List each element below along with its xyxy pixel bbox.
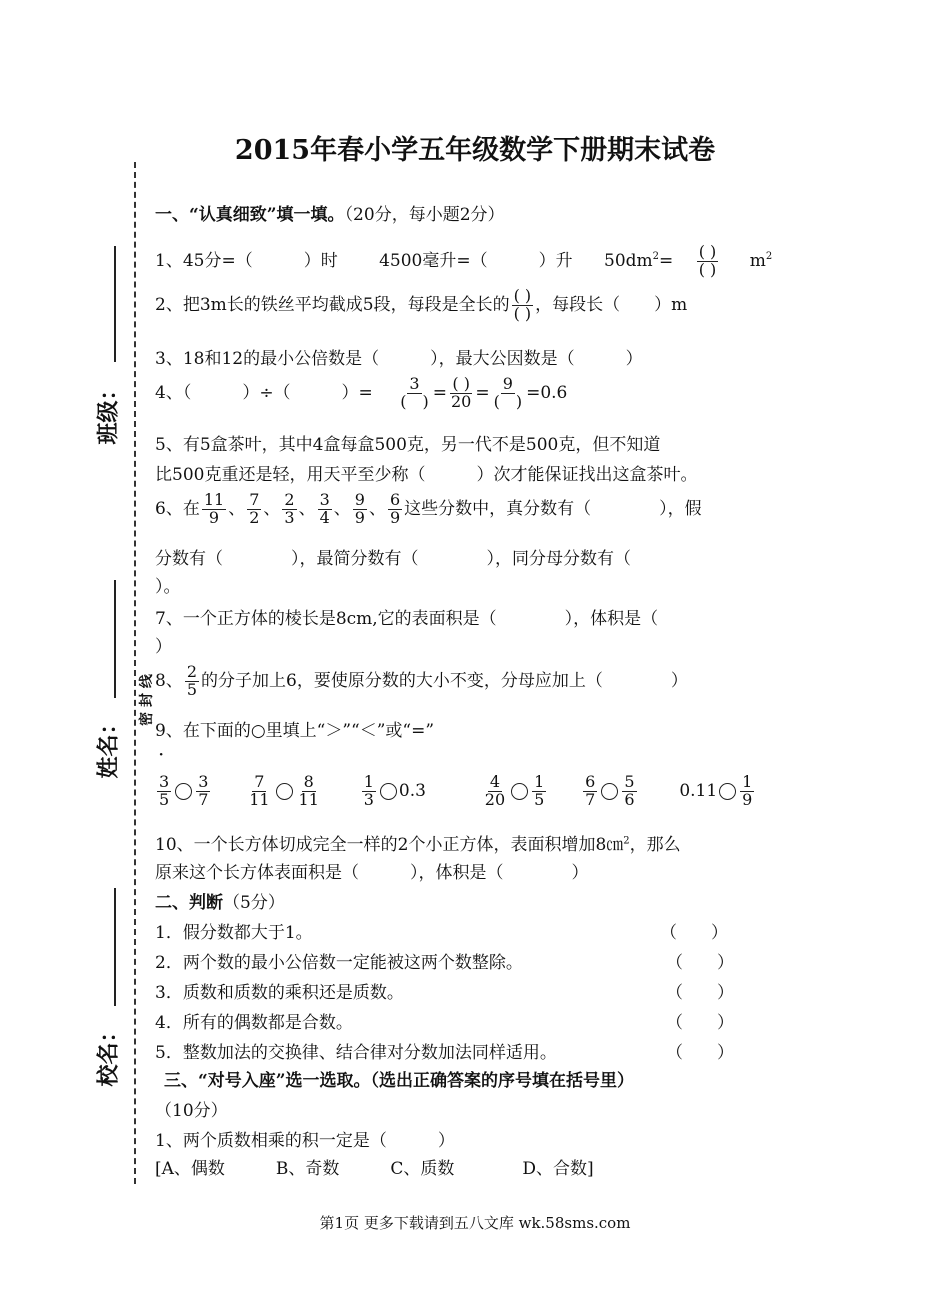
q6-frac-den: 9: [389, 507, 401, 527]
q1-part-c: 50dm: [604, 250, 653, 271]
q6-frac-den: 4: [319, 507, 330, 527]
q9-circle-3[interactable]: [380, 783, 397, 800]
q6-line2: 分数有（ ），最简分数有（ ），同分母分数有（: [155, 549, 631, 569]
q1-line: [155, 244, 772, 279]
judge-paren-3[interactable]: （ ）: [666, 983, 734, 1003]
seal-cut-line: [134, 162, 136, 1184]
q2-frac-num: ( ): [513, 286, 532, 305]
q6-frac-den: 9: [354, 507, 365, 527]
q9-d-num: 8: [303, 772, 314, 791]
q9-d-den: 11: [298, 789, 319, 809]
q9-j-den: 6: [624, 789, 635, 809]
q8-frac-num: 2: [186, 662, 198, 681]
q9-i-num: 6: [585, 772, 596, 791]
choice-q1-options: [A、偶数 B、奇数 C、质数 D、合数]: [155, 1159, 594, 1179]
q6-fraction: [282, 492, 296, 527]
judge-item-4: 4．所有的偶数都是合数。: [155, 1013, 353, 1033]
q9-i-den: 7: [585, 789, 596, 809]
class-underline: [114, 246, 116, 362]
q9-frac-d: [297, 774, 321, 809]
q9-frac-a: [157, 774, 171, 809]
school-underline: [114, 888, 116, 1006]
q9-comparisons: [155, 774, 756, 809]
class-label: 班级：: [95, 378, 122, 445]
q9-frac-e: [362, 774, 376, 809]
q5-line1: 5、有5盒茶叶，其中4盒每盒500克，另一代不是500克，但不知道: [155, 435, 661, 455]
section2-note: （5分）: [223, 893, 285, 913]
q6-tail: 这些分数中，真分数有（ ），假: [404, 498, 702, 519]
q1-fraction: [697, 244, 719, 279]
q9-a-num: 3: [159, 772, 170, 791]
q6-separator: 、: [368, 498, 386, 519]
q9-text: 9、在下面的○里填上“＞”“＜”或“=”: [155, 721, 435, 741]
q6-fraction: [247, 492, 261, 527]
judge-item-3: 3．质数和质数的乘积还是质数。: [155, 983, 404, 1003]
q9-h-num: 1: [534, 772, 545, 791]
q6-frac-num: 3: [319, 490, 330, 509]
q9-a-den: 5: [159, 789, 170, 809]
q9-dot: ·: [158, 742, 165, 766]
q6-frac-den: 9: [208, 507, 220, 527]
q9-frac-j: [622, 774, 636, 809]
q6-separator: 、: [333, 498, 351, 519]
section2-header: [155, 888, 285, 913]
judge-paren-2[interactable]: （ ）: [666, 953, 734, 973]
q1-exp: 2: [652, 251, 660, 263]
q8-fraction: [185, 664, 199, 699]
q4-frac1-den: ( ): [400, 391, 429, 411]
q7-line1: 7、一个正方体的棱长是8cm,它的表面积是（ ），体积是（: [155, 609, 659, 629]
q6-frac-num: 11: [203, 490, 225, 509]
q8-tail: 的分子加上6，要使原分数的大小不变，分母应加上（ ）: [201, 670, 688, 691]
q6-frac-num: 7: [249, 490, 260, 509]
q4-frac1-num: 3: [409, 374, 420, 393]
judge-item-1: 1．假分数都大于1。: [155, 923, 313, 943]
q9-frac-c: [247, 774, 271, 809]
seal-text: 密 封 线: [138, 674, 155, 726]
q6-line3: ）。: [155, 577, 181, 597]
q6-frac-den: 2: [249, 507, 260, 527]
q8-prefix: 8、: [155, 670, 183, 691]
q6-frac-num: 6: [389, 490, 401, 509]
section2-title: 二、判断: [155, 893, 223, 913]
q5-line2: 比500克重还是轻，用天平至少称（ ）次才能保证找出这盒茶叶。: [155, 465, 698, 485]
q4-frac2-num: ( ): [452, 374, 470, 393]
q6-fraction: [353, 492, 367, 527]
judge-paren-5[interactable]: （ ）: [666, 1043, 734, 1063]
name-label: 姓名：: [95, 712, 122, 779]
q10-tail: ，那么: [629, 835, 681, 855]
q6-separator: 、: [298, 498, 316, 519]
q10-text: 10、一个长方体切成完全一样的2个小正方体，表面积增加8㎝: [155, 835, 624, 855]
q1-frac-num: ( ): [698, 242, 717, 261]
q10-line1: [155, 830, 681, 855]
section3-title: 三、“对号入座”选一选取。（选出正确答案的序号填在括号里）: [164, 1071, 635, 1091]
q6-fraction: [318, 492, 332, 527]
q3-text: 3、18和12的最小公倍数是（ ），最大公因数是（ ）: [155, 349, 643, 369]
q9-frac-i: [583, 774, 597, 809]
q6-frac-num: 9: [354, 490, 365, 509]
section3-note: （10分）: [155, 1101, 228, 1121]
q4-frac3-num: 9: [502, 374, 513, 393]
q9-e-num: 1: [363, 772, 374, 791]
q9-e-den: 3: [363, 789, 374, 809]
q4-tail: =0.6: [526, 382, 568, 403]
q9-l-num: 1: [742, 772, 753, 791]
choice-q1: 1、两个质数相乘的积一定是（ ）: [155, 1131, 455, 1151]
q6-separator: 、: [263, 498, 281, 519]
q6-prefix: 6、在: [155, 498, 200, 519]
q6-fractions: [200, 490, 404, 527]
q9-l-den: 9: [742, 789, 753, 809]
q9-g-den: 20: [484, 789, 506, 809]
school-label: 校名：: [95, 1020, 122, 1087]
q4-eq2: =: [475, 382, 490, 403]
q6-frac-den: 3: [284, 507, 295, 527]
name-underline: [114, 580, 116, 698]
section1-header: [155, 200, 505, 225]
judge-paren-1[interactable]: （ ）: [660, 923, 728, 943]
q1-unit-exp: 2: [765, 251, 773, 263]
q8-frac-den: 5: [186, 679, 198, 699]
q4-frac1: [398, 376, 431, 411]
q4-frac3: [492, 376, 525, 411]
q9-circle-5[interactable]: [601, 783, 618, 800]
q9-circle-6[interactable]: [719, 783, 736, 800]
page-footer: 第1页 更多下载请到五八文库 wk.58sms.com: [319, 1214, 631, 1232]
q2-text: 2、把3m长的铁丝平均截成5段，每段是全长的: [155, 294, 510, 315]
q1-frac-den: ( ): [698, 259, 717, 279]
q9-b-den: 7: [198, 789, 209, 809]
q2-frac-den: ( ): [513, 303, 532, 323]
q9-b-num: 3: [198, 772, 209, 791]
q9-g-num: 4: [489, 772, 501, 791]
q1-unit: m: [749, 250, 766, 271]
q10-line2: 原来这个长方体表面积是（ ），体积是（ ）: [155, 863, 589, 883]
q4-frac2-den: 20: [450, 391, 472, 411]
q2-tail: ，每段长（ ）m: [535, 294, 688, 315]
q9-h-den: 5: [534, 789, 545, 809]
q6-frac-num: 2: [284, 490, 295, 509]
page-title: 2015年春小学五年级数学下册期末试卷: [234, 135, 716, 166]
q1-part-a: 1、45分=（ ）时: [155, 250, 338, 271]
q9-circle-4[interactable]: [511, 783, 528, 800]
q4-frac3-den: ( ): [493, 391, 523, 411]
judge-item-2: 2．两个数的最小公倍数一定能被这两个数整除。: [155, 953, 523, 973]
q6-line1: [155, 492, 702, 527]
q9-j-num: 5: [624, 772, 635, 791]
q6-fraction: [202, 492, 226, 527]
q4-line: [155, 376, 567, 411]
q4-text: 4、（ ）÷（ ）=: [155, 382, 373, 403]
q8-line: [155, 664, 688, 699]
q2-fraction: [512, 288, 534, 323]
section1-title: 一、“认真细致”填一填。: [155, 205, 345, 225]
q4-eq1: =: [432, 382, 447, 403]
q9-k-value: 0.11: [679, 780, 718, 801]
judge-item-5: 5．整数加法的交换律、结合律对分数加法同样适用。: [155, 1043, 557, 1063]
q1-eq: =: [659, 250, 674, 271]
q9-frac-l: [740, 774, 754, 809]
q6-separator: 、: [228, 498, 246, 519]
q7-line2: ）: [155, 637, 172, 657]
q9-circle-2[interactable]: [276, 783, 293, 800]
q9-frac-b: [196, 774, 210, 809]
q9-frac-g: [483, 774, 507, 809]
q9-f-value: 0.3: [398, 780, 426, 801]
q1-part-b: 4500毫升=（ ）升: [379, 250, 573, 271]
q9-circle-1[interactable]: [175, 783, 192, 800]
q4-frac2: [449, 376, 473, 411]
q6-fraction: [388, 492, 402, 527]
q2-line: [155, 288, 687, 323]
q9-c-num: 7: [254, 772, 265, 791]
section1-note: （20分，每小题2分）: [344, 205, 505, 225]
q9-c-den: 11: [249, 789, 270, 809]
judge-paren-4[interactable]: （ ）: [666, 1013, 734, 1033]
q10-exp: 2: [623, 835, 630, 847]
q9-frac-h: [532, 774, 546, 809]
